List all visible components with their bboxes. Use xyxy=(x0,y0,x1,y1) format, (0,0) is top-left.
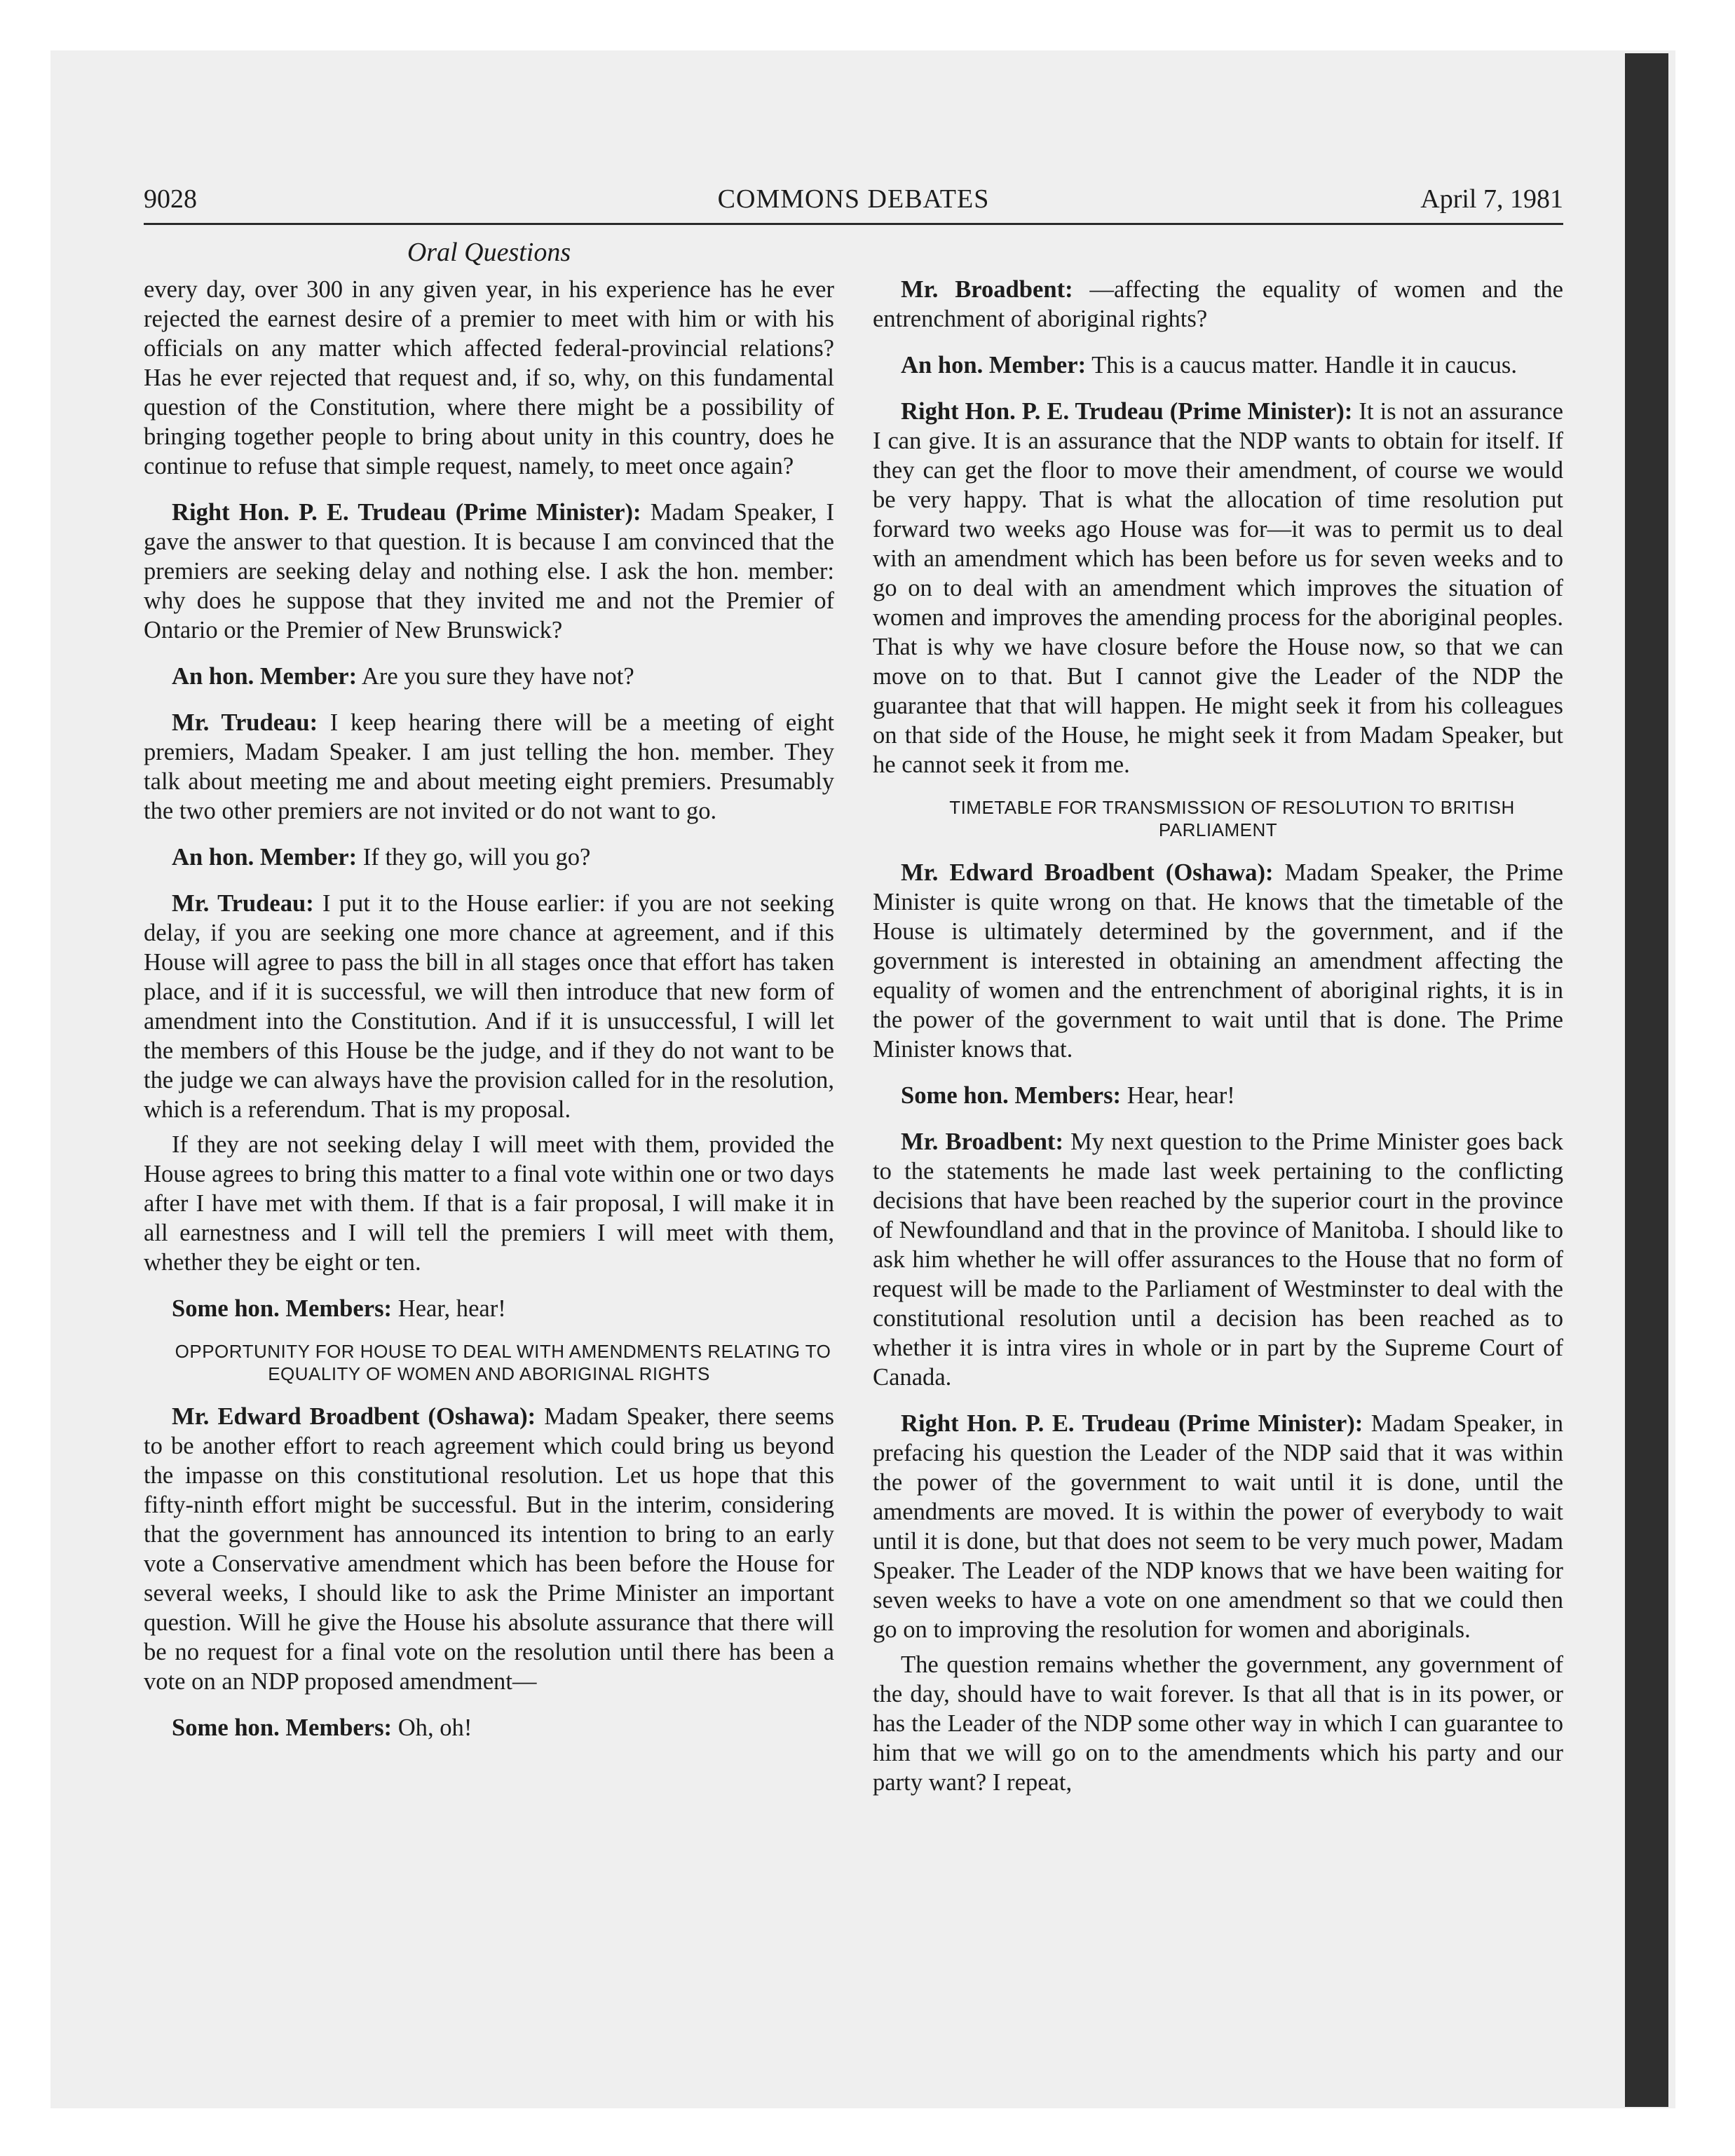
speech-text: Are you sure they have not? xyxy=(361,663,634,690)
speech-text: Hear, hear! xyxy=(1127,1082,1235,1109)
speaker-name: Some hon. Members: xyxy=(172,1295,393,1322)
speech-paragraph xyxy=(873,1081,1563,1110)
speaker-name: Some hon. Members: xyxy=(172,1714,393,1741)
speech-text: Madam Speaker, there seems to be another effort to reach agreement which could bring us beyond the impasse on this constitutional resolution. Let us hope that this fifty-ninth effort might be successful. But in the interim, considering that the government has announced its intention to bring to an early vote a Conservative amendment which has been before the House for several weeks, I should like to ask the Prime Minister an important question. Will he give the House his absolute assurance that there will be no request for a final vote on the resolution until there has been a vote on an NDP proposed amendment— xyxy=(144,1403,834,1695)
speaker-name: Right Hon. P. E. Trudeau (Prime Minister): xyxy=(172,499,641,526)
speech-paragraph xyxy=(144,708,834,826)
speech-text: The question remains whether the government, any government of the day, should have to wait forever. Is that all that is in its power, or has the Leader of the NDP some other way in which I can guarantee to him that we will go on to the amendments which his party and our party want? I repeat, xyxy=(873,1651,1563,1796)
section-heading: OPPORTUNITY FOR HOUSE TO DEAL WITH AMENDMENTS RELATING TO EQUALITY OF WOMEN AND ABORIGINAL RIGHTS xyxy=(175,1341,831,1384)
speaker-name: An hon. Member: xyxy=(172,844,358,871)
speech-paragraph xyxy=(873,1409,1563,1644)
speech-paragraph xyxy=(144,662,834,691)
section-heading: TIMETABLE FOR TRANSMISSION OF RESOLUTION TO BRITISH PARLIAMENT xyxy=(949,797,1515,840)
speech-text: Madam Speaker, in prefacing his question the Leader of the NDP said that it was within the power of the government to wait until it is done, until the amendments are moved. It is within the power of everybody to wait until it is done, but that does not seem to be very much power, Madam Speaker. The Leader of the NDP knows that we have been waiting for seven weeks to have a vote on one amendment so that we could then go on to improving the resolution for women and aboriginals. xyxy=(873,1410,1564,1643)
speech-paragraph xyxy=(144,1713,834,1742)
speaker-name: Mr. Edward Broadbent (Oshawa): xyxy=(172,1403,536,1430)
page-number: 9028 xyxy=(144,184,197,214)
speech-paragraph xyxy=(144,1130,834,1277)
speaker-name: Mr. Broadbent: xyxy=(901,1128,1063,1155)
speech-paragraph xyxy=(873,1650,1563,1797)
speech-paragraph xyxy=(873,350,1563,380)
speech-paragraph xyxy=(873,1127,1563,1392)
running-head: Oral Questions xyxy=(407,238,571,267)
speaker-name: Mr. Trudeau: xyxy=(172,890,314,917)
speech-paragraph xyxy=(144,842,834,872)
speech-text: —affecting the equality of women and the entrenchment of aboriginal rights? xyxy=(873,276,1564,332)
speaker-name: Mr. Trudeau: xyxy=(172,709,318,736)
speech-text: Madam Speaker, the Prime Minister is quite wrong on that. He knows that the timetable of the House is ultimately determined by the government, and if the government is interested in obtaining an amendment affecting the equality of women and the entrenchment of aboriginal rights, it is in the power of the government to wait until that is done. The Prime Minister knows that. xyxy=(873,859,1563,1063)
speech-paragraph xyxy=(873,275,1563,334)
speech-text: Hear, hear! xyxy=(397,1295,506,1322)
page-header xyxy=(144,182,1563,225)
speech-text: Madam Speaker, I gave the answer to that question. It is because I am convinced that the premiers are seeking delay and nothing else. I ask the hon. member: why does he suppose that they invited me and not the Premier of Ontario or the Premier of New Brunswick? xyxy=(144,499,834,643)
speech-paragraph xyxy=(144,1294,834,1323)
publication-date: April 7, 1981 xyxy=(1420,184,1563,214)
speech-paragraph xyxy=(144,889,834,1124)
speaker-name: Mr. Edward Broadbent (Oshawa): xyxy=(901,859,1274,886)
speech-text: If they go, will you go? xyxy=(362,844,591,871)
speech-text: If they are not seeking delay I will meet with them, provided the House agrees to bring this matter to a final vote within one or two days after I have met with them. If that is a fair proposal, I will make it in all earnestness and I will tell the premiers I will meet with them, whether they be eight or ten. xyxy=(144,1131,834,1276)
speech-text: every day, over 300 in any given year, in his experience has he ever rejected the earnest desire of a premier to meet with him or with his officials on any matter which affected federal-provincial relations? Has he ever rejected that request and, if so, why, on this fundamental question of the Constitution, where there might be a possibility of bringing together people to bring about unity in this country, does he continue to refuse that simple request, namely, to meet once again? xyxy=(144,276,834,479)
scan-edge-shadow xyxy=(1625,53,1668,2107)
page xyxy=(144,182,1563,2075)
publication-title: COMMONS DEBATES xyxy=(717,184,990,214)
speech-text: I keep hearing there will be a meeting of eight premiers, Madam Speaker. I am just telling the hon. member. They talk about meeting me and about meeting eight premiers. Presumably the two other premiers are not invited or do not want to go. xyxy=(144,709,834,824)
speech-paragraph xyxy=(873,858,1563,1064)
speaker-name: An hon. Member: xyxy=(172,663,358,690)
speaker-name: Right Hon. P. E. Trudeau (Prime Minister): xyxy=(901,1410,1363,1437)
speech-paragraph xyxy=(873,397,1563,779)
left-column xyxy=(144,275,834,1759)
speaker-name: Some hon. Members: xyxy=(901,1082,1122,1109)
speech-paragraph xyxy=(144,275,834,481)
speech-text: This is a caucus matter. Handle it in caucus. xyxy=(1091,352,1518,378)
speaker-name: Mr. Broadbent: xyxy=(901,276,1073,303)
speech-paragraph xyxy=(144,1402,834,1696)
speaker-name: Right Hon. P. E. Trudeau (Prime Minister): xyxy=(901,398,1353,425)
speech-paragraph xyxy=(144,498,834,645)
right-column xyxy=(873,275,1563,1814)
speech-text: Oh, oh! xyxy=(397,1714,472,1741)
speaker-name: An hon. Member: xyxy=(901,352,1087,378)
speech-text: It is not an assurance I can give. It is an assurance that the NDP wants to obtain for itself. If they can get the floor to move their amendment, of course we would be very happy. That is what the allocation of time resolution put forward two weeks ago House was for—it was to permit us to deal with an amendment which has been before us for seven weeks and to go on to deal with an amendment which improves the situation of women and improves the amending process for the aboriginal peoples. That is why we have closure before the House now, so that we can move on to that. But I cannot give the Leader of the NDP the guarantee that that will happen. He might seek it from his colleagues on that side of the House, he might seek it from Madam Speaker, but he cannot seek it from me. xyxy=(873,398,1564,778)
speech-text: My next question to the Prime Minister goes back to the statements he made last week pertaining to the conflicting decisions that have been reached by the superior court in the province of Newfoundland and that in the province of Manitoba. I should like to ask him whether he will offer assurances to the House that no form of request will be made to the Parliament of Westminster to deal with the constitutional resolution until a decision has been reached as to whether it is intra vires in whole or in part by the Supreme Court of Canada. xyxy=(873,1128,1563,1391)
speech-text: I put it to the House earlier: if you are not seeking delay, if you are seeking one more chance at agreement, and if this House will agree to pass the bill in all stages once that effort has taken place, and if it is successful, we will then introduce that new form of amendment into the Constitution. And if it is unsuccessful, I will let the members of this House be the judge, and if they do not want to be the judge we can always have the provision called for in the resolution, which is a referendum. That is my proposal. xyxy=(144,890,834,1123)
